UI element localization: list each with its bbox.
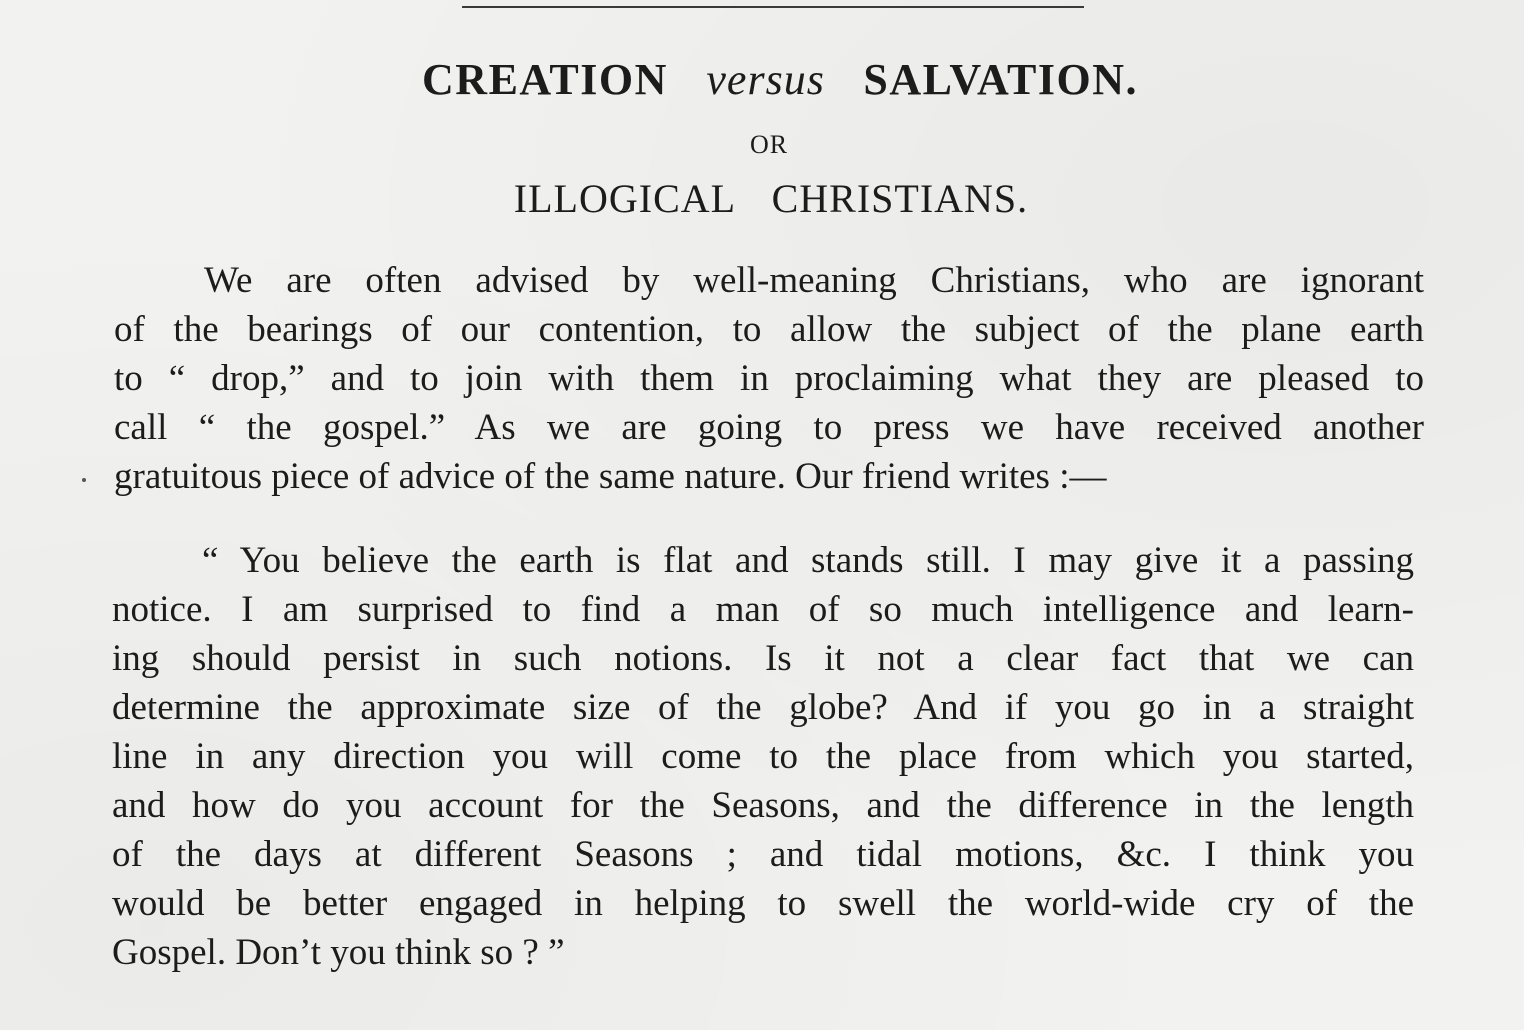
article-title bbox=[0, 54, 1524, 105]
title-or-connector: OR bbox=[749, 130, 789, 159]
paragraph-line: We are often advised by well-meaning Christians, who are ignorant bbox=[204, 260, 1424, 301]
top-rule-divider bbox=[462, 6, 1084, 8]
paragraph-line: “ You believe the earth is flat and stands still. I may give it a passing bbox=[202, 540, 1414, 581]
paragraph-line: ing should persist in such notions. Is it not a clear fact that we can bbox=[112, 638, 1414, 679]
paragraph-line: of the bearings of our contention, to allow the subject of the plane earth bbox=[114, 309, 1424, 350]
paragraph-quoted-letter bbox=[112, 536, 1414, 977]
title-versus: versus bbox=[706, 55, 825, 104]
paragraph-line: determine the approximate size of the globe? And if you go in a straight bbox=[112, 687, 1414, 728]
paragraph-line: of the days at different Seasons ; and tidal motions, &c. I think you bbox=[112, 834, 1414, 875]
article-subtitle: ILLOGICAL CHRISTIANS. bbox=[513, 176, 1029, 221]
title-part-salvation: SALVATION. bbox=[863, 55, 1138, 104]
title-part-creation: CREATION bbox=[422, 55, 668, 104]
paragraph-line: Gospel. Don’t you think so ? ” bbox=[112, 932, 565, 973]
paragraph-line: call “ the gospel.” As we are going to press we have received another bbox=[114, 407, 1424, 448]
paragraph-line: notice. I am surprised to find a man of so much intelligence and learn- bbox=[112, 589, 1414, 630]
paragraph-line: would be better engaged in helping to swell the world-wide cry of the bbox=[112, 883, 1414, 924]
paragraph-line: line in any direction you will come to the place from which you started, bbox=[112, 736, 1414, 777]
paragraph-line: and how do you account for the Seasons, and the difference in the length bbox=[112, 785, 1414, 826]
paragraph-line: gratuitous piece of advice of the same nature. Our friend writes :— bbox=[114, 456, 1107, 497]
paragraph-introduction bbox=[114, 256, 1424, 501]
print-speck bbox=[82, 478, 86, 482]
paragraph-line: to “ drop,” and to join with them in proclaiming what they are pleased to bbox=[114, 358, 1424, 399]
